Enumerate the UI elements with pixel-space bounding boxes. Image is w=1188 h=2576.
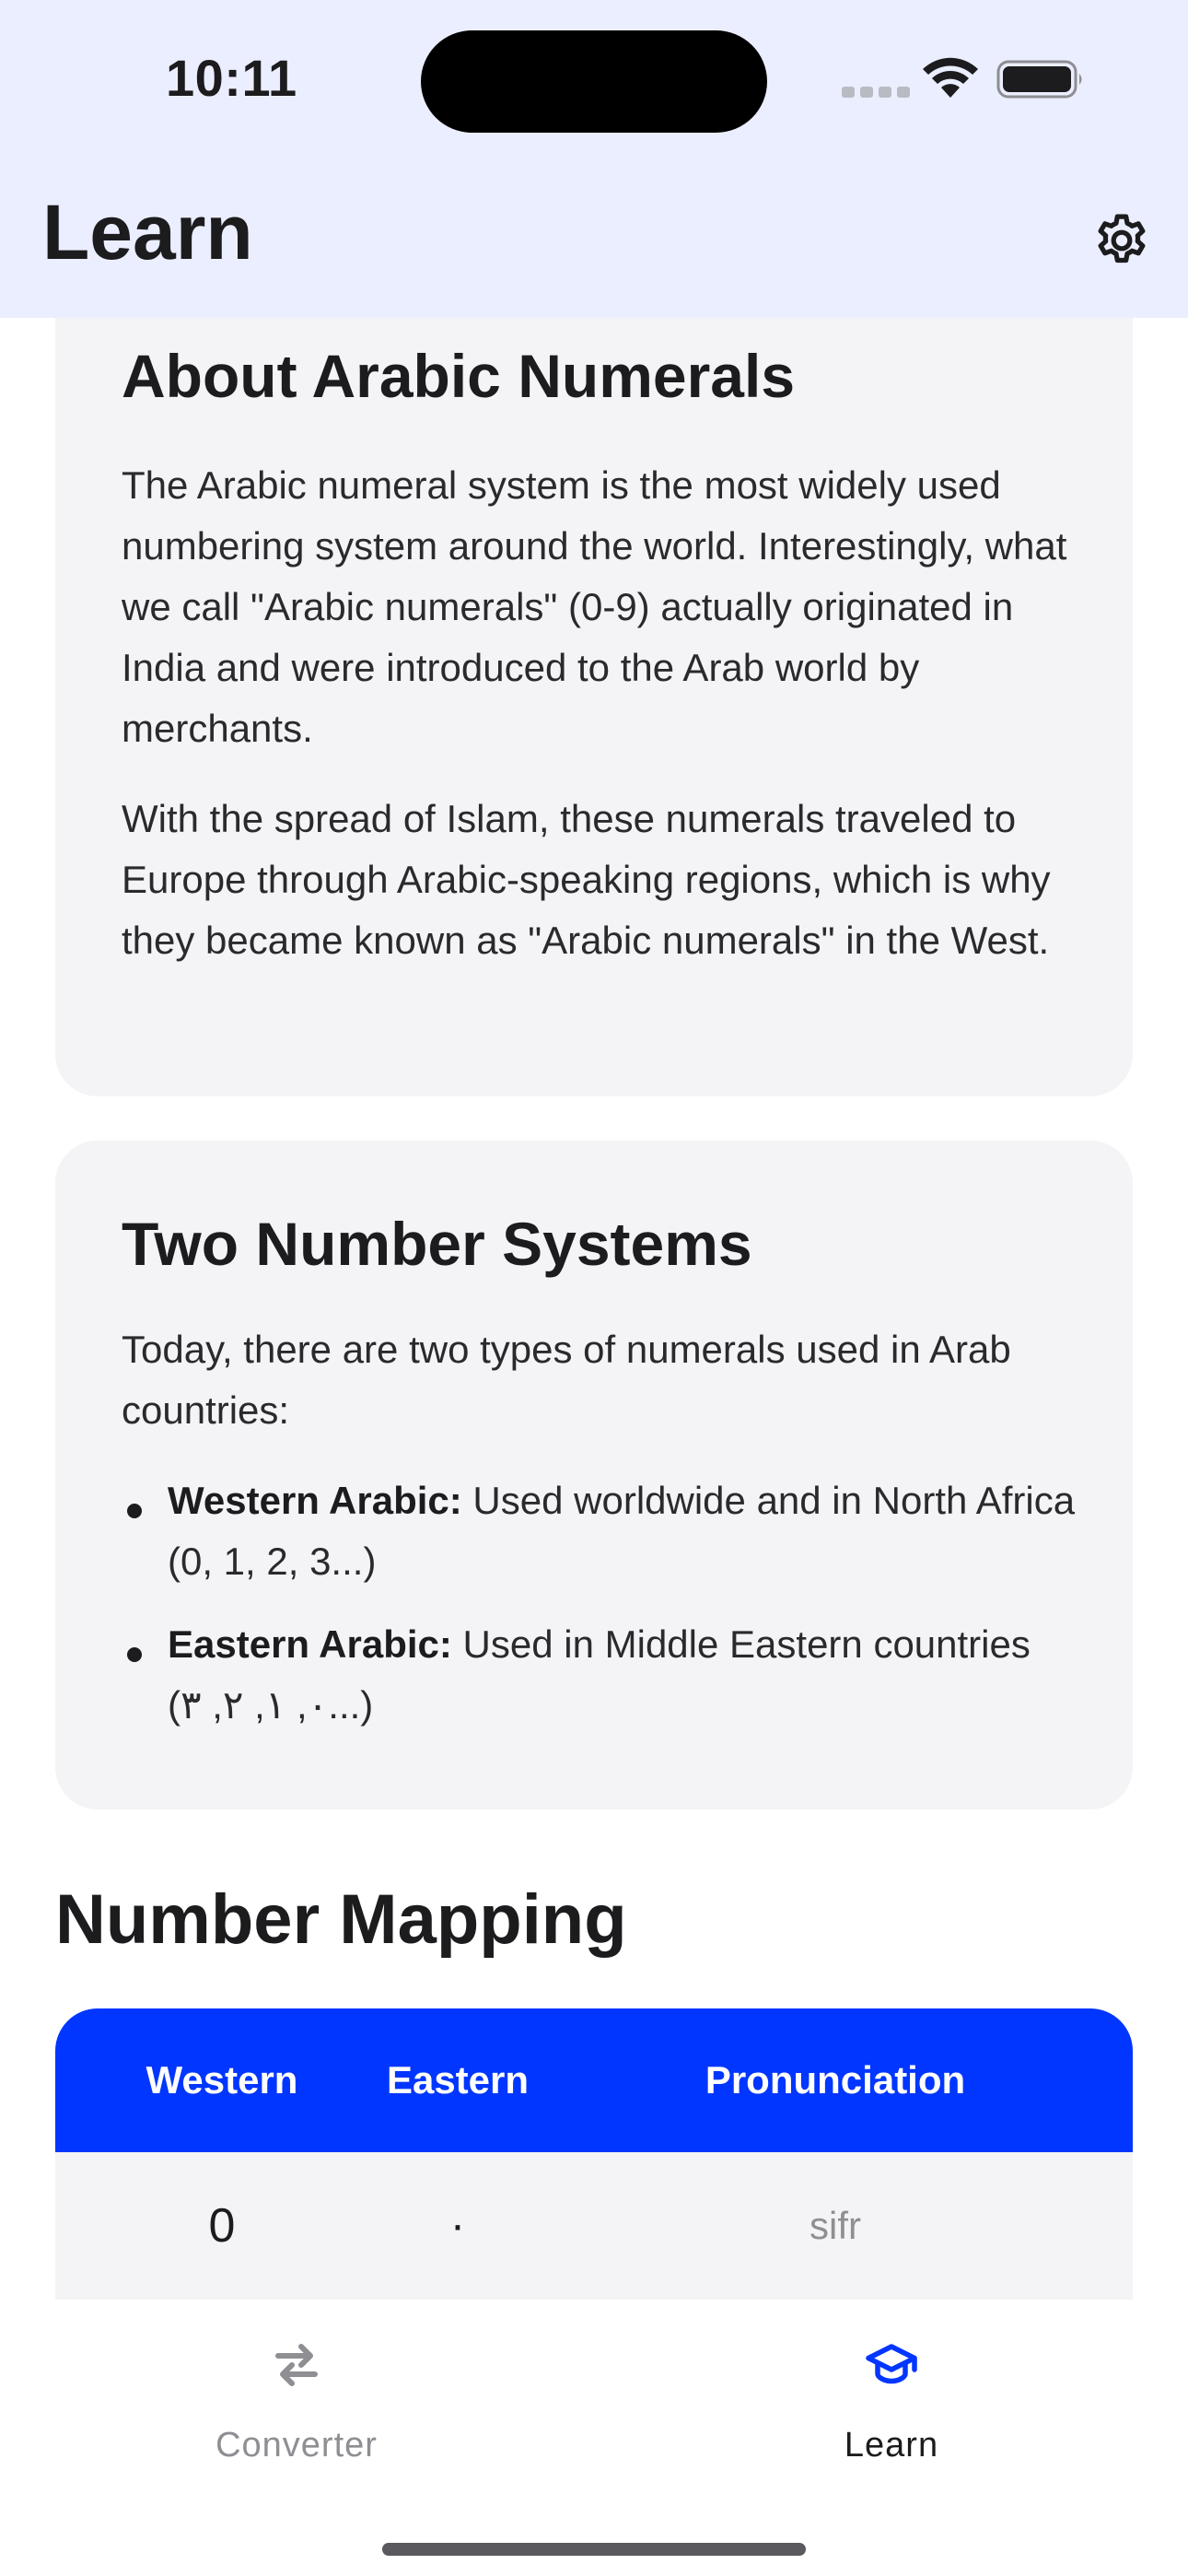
dynamic-island: [421, 30, 767, 133]
list-item: [122, 1614, 1079, 1736]
home-indicator: [382, 2543, 806, 2556]
graduation-cap-icon: [864, 2337, 919, 2393]
tab-label-learn: Learn: [844, 2426, 939, 2465]
numeral-types-list: [122, 1470, 1079, 1758]
two-systems-intro: Today, there are two types of numerals used in Arab countries:: [122, 1328, 1011, 1432]
arrows-swap-icon: [269, 2337, 324, 2393]
cell-eastern: ٠: [447, 2203, 469, 2248]
list-item: [122, 1470, 1079, 1592]
top-bar: [0, 0, 1188, 318]
about-paragraph-1: The Arabic numeral system is the most widely used numbering system around the world. Interestingly, what we call "Arabic numerals" (0-9) actually originated in India and were introduced to the Arab world by merchants.: [122, 463, 1067, 750]
tab-learn[interactable]: [726, 2302, 1057, 2487]
column-header-pronunciation: Pronunciation: [705, 2058, 966, 2102]
page-title: Learn: [42, 189, 253, 275]
cellular-signal-icon: [842, 87, 910, 98]
about-card-title: About Arabic Numerals: [122, 342, 796, 410]
number-mapping-title: Number Mapping: [55, 1880, 627, 1959]
gear-icon[interactable]: [1091, 210, 1152, 271]
bullet-text: Used in Middle Eastern countries (٠, ١, ٢, ٣...): [168, 1622, 1031, 1727]
cell-pronunciation: sifr: [809, 2204, 861, 2247]
tab-bar: [0, 2302, 1188, 2576]
status-time: 10:11: [166, 49, 297, 107]
two-systems-card: [55, 1141, 1133, 1809]
number-mapping-table: [55, 2008, 1133, 2300]
column-header-eastern: Eastern: [386, 2058, 530, 2102]
two-systems-title: Two Number Systems: [122, 1210, 752, 1278]
cell-western: 0: [208, 2199, 236, 2253]
bullet-text: Used worldwide and in North Africa (0, 1, 2, 3...): [168, 1479, 1076, 1583]
column-header-western: Western: [146, 2058, 298, 2102]
bullet-term: Western Arabic:: [168, 1479, 462, 1522]
table-header: [55, 2008, 1133, 2152]
wifi-icon: [921, 57, 980, 101]
bullet-term: Eastern Arabic:: [168, 1622, 452, 1666]
battery-icon: [996, 59, 1085, 100]
about-card: [55, 276, 1133, 1096]
about-paragraph-2: With the spread of Islam, these numerals traveled to Europe through Arabic-speaking regions, which is why they became known as "Arabic numerals" in the West.: [122, 797, 1051, 962]
tab-label-converter: Converter: [215, 2426, 378, 2465]
tab-converter[interactable]: [131, 2302, 462, 2487]
table-row: [55, 2152, 1133, 2300]
